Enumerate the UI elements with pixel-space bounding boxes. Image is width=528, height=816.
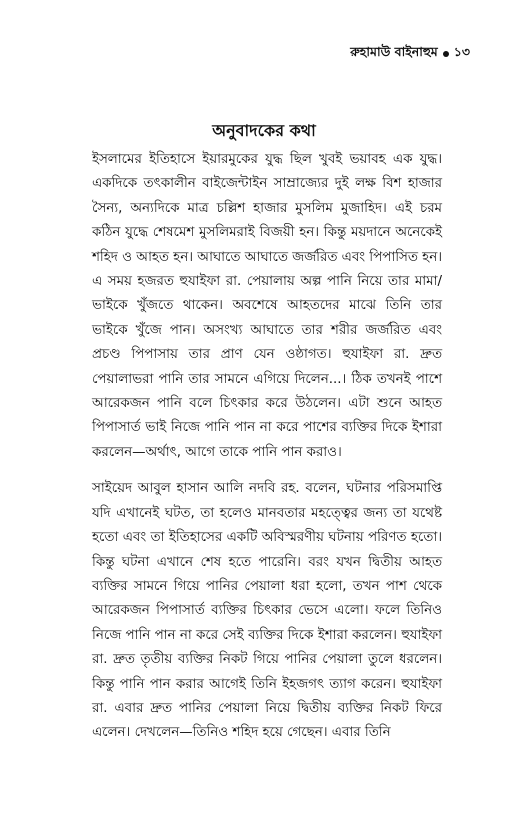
paragraph-2: সাইয়েদ আবুল হাসান আলি নদবি রহ. বলেন, ঘটনার পরিসমাপ্তি যদি এখানেই ঘটত, তা হলেও মানবতার মহত্ত্বের জন্য তা যথেষ্ট হতো এবং তা ইতিহাসের একটি অবিস্মরণীয় ঘটনায় পরিণত হতো। কিন্তু ঘটনা এখানে শেষ হতে পারেনি। বরং যখন দ্বিতীয় আহত ব্যক্তির সামনে গিয়ে পানির পেয়ালা ধরা হলো, তখন পাশ থেকে আরেকজন পিপাসার্ত ব্যক্তির চিৎকার ভেসে এলো। ফলে তিনিও নিজে পানি পান না করে সেই ব্যক্তির দিকে ইশারা করলেন। হুযাইফা রা. দ্রুত তৃতীয় ব্যক্তির নিকট গিয়ে পানির পেয়ালা তুলে ধরলেন। কিন্তু পানি পান করার আগেই তিনি ইহজগৎ ত্যাগ করেন। হুযাইফা রা. এবার দ্রুত পানির পেয়ালা নিয়ে দ্বিতীয় ব্যক্তির নিকট ফিরে এলেন। দেখলেন—তিনিও শহিদ হয়ে গেছেন। এবার তিনি — [92, 481, 442, 741]
running-header — [350, 44, 470, 64]
body-text — [92, 148, 442, 746]
bullet-separator-icon — [443, 51, 449, 57]
section-title: অনুবাদকের কথা — [212, 121, 316, 140]
paragraph-1: ইসলামের ইতিহাসে ইয়ারমুকের যুদ্ধ ছিল খুবই ভয়াবহ এক যুদ্ধ। একদিকে তৎকালীন বাইজেন্টাইন সাম্রাজ্যের দুই লক্ষ বিশ হাজার সৈন্য, অন্যদিকে মাত্র চল্লিশ হাজার মুসলিম মুজাহিদ। এই চরম কঠিন যুদ্ধে শেষমেশ মুসলিমরাই বিজয়ী হন। কিন্তু ময়দানে অনেকেই শহিদ ও আহত হন। আঘাতে আঘাতে জর্জরিত এবং পিপাসিত হন। এ সময় হজরত হুযাইফা রা. পেয়ালায় অল্প পানি নিয়ে তার মামা/ভাইকে খুঁজতে থাকেন। অবশেষে আহতদের মাঝে তিনি তার ভাইকে খুঁজে পান। অসংখ্য আঘাতে তার শরীর জর্জরিত এবং প্রচণ্ড পিপাসায় তার প্রাণ যেন ওষ্ঠাগত। হুযাইফা রা. দ্রুত পেয়ালাভরা পানি তার সামনে এগিয়ে দিলেন...। ঠিক তখনই পাশে আরেকজন পানি বলে চিৎকার করে উঠলেন। এটা শুনে আহত পিপাসার্ত ভাই নিজে পানি পান না করে পাশের ব্যক্তির দিকে ইশারা করলেন—অর্থাৎ, আগে তাকে পানি পান করাও। — [92, 152, 442, 460]
running-title: রুহামাউ বাইনাহুম — [350, 44, 438, 59]
page-number: ১৩ — [453, 44, 470, 59]
